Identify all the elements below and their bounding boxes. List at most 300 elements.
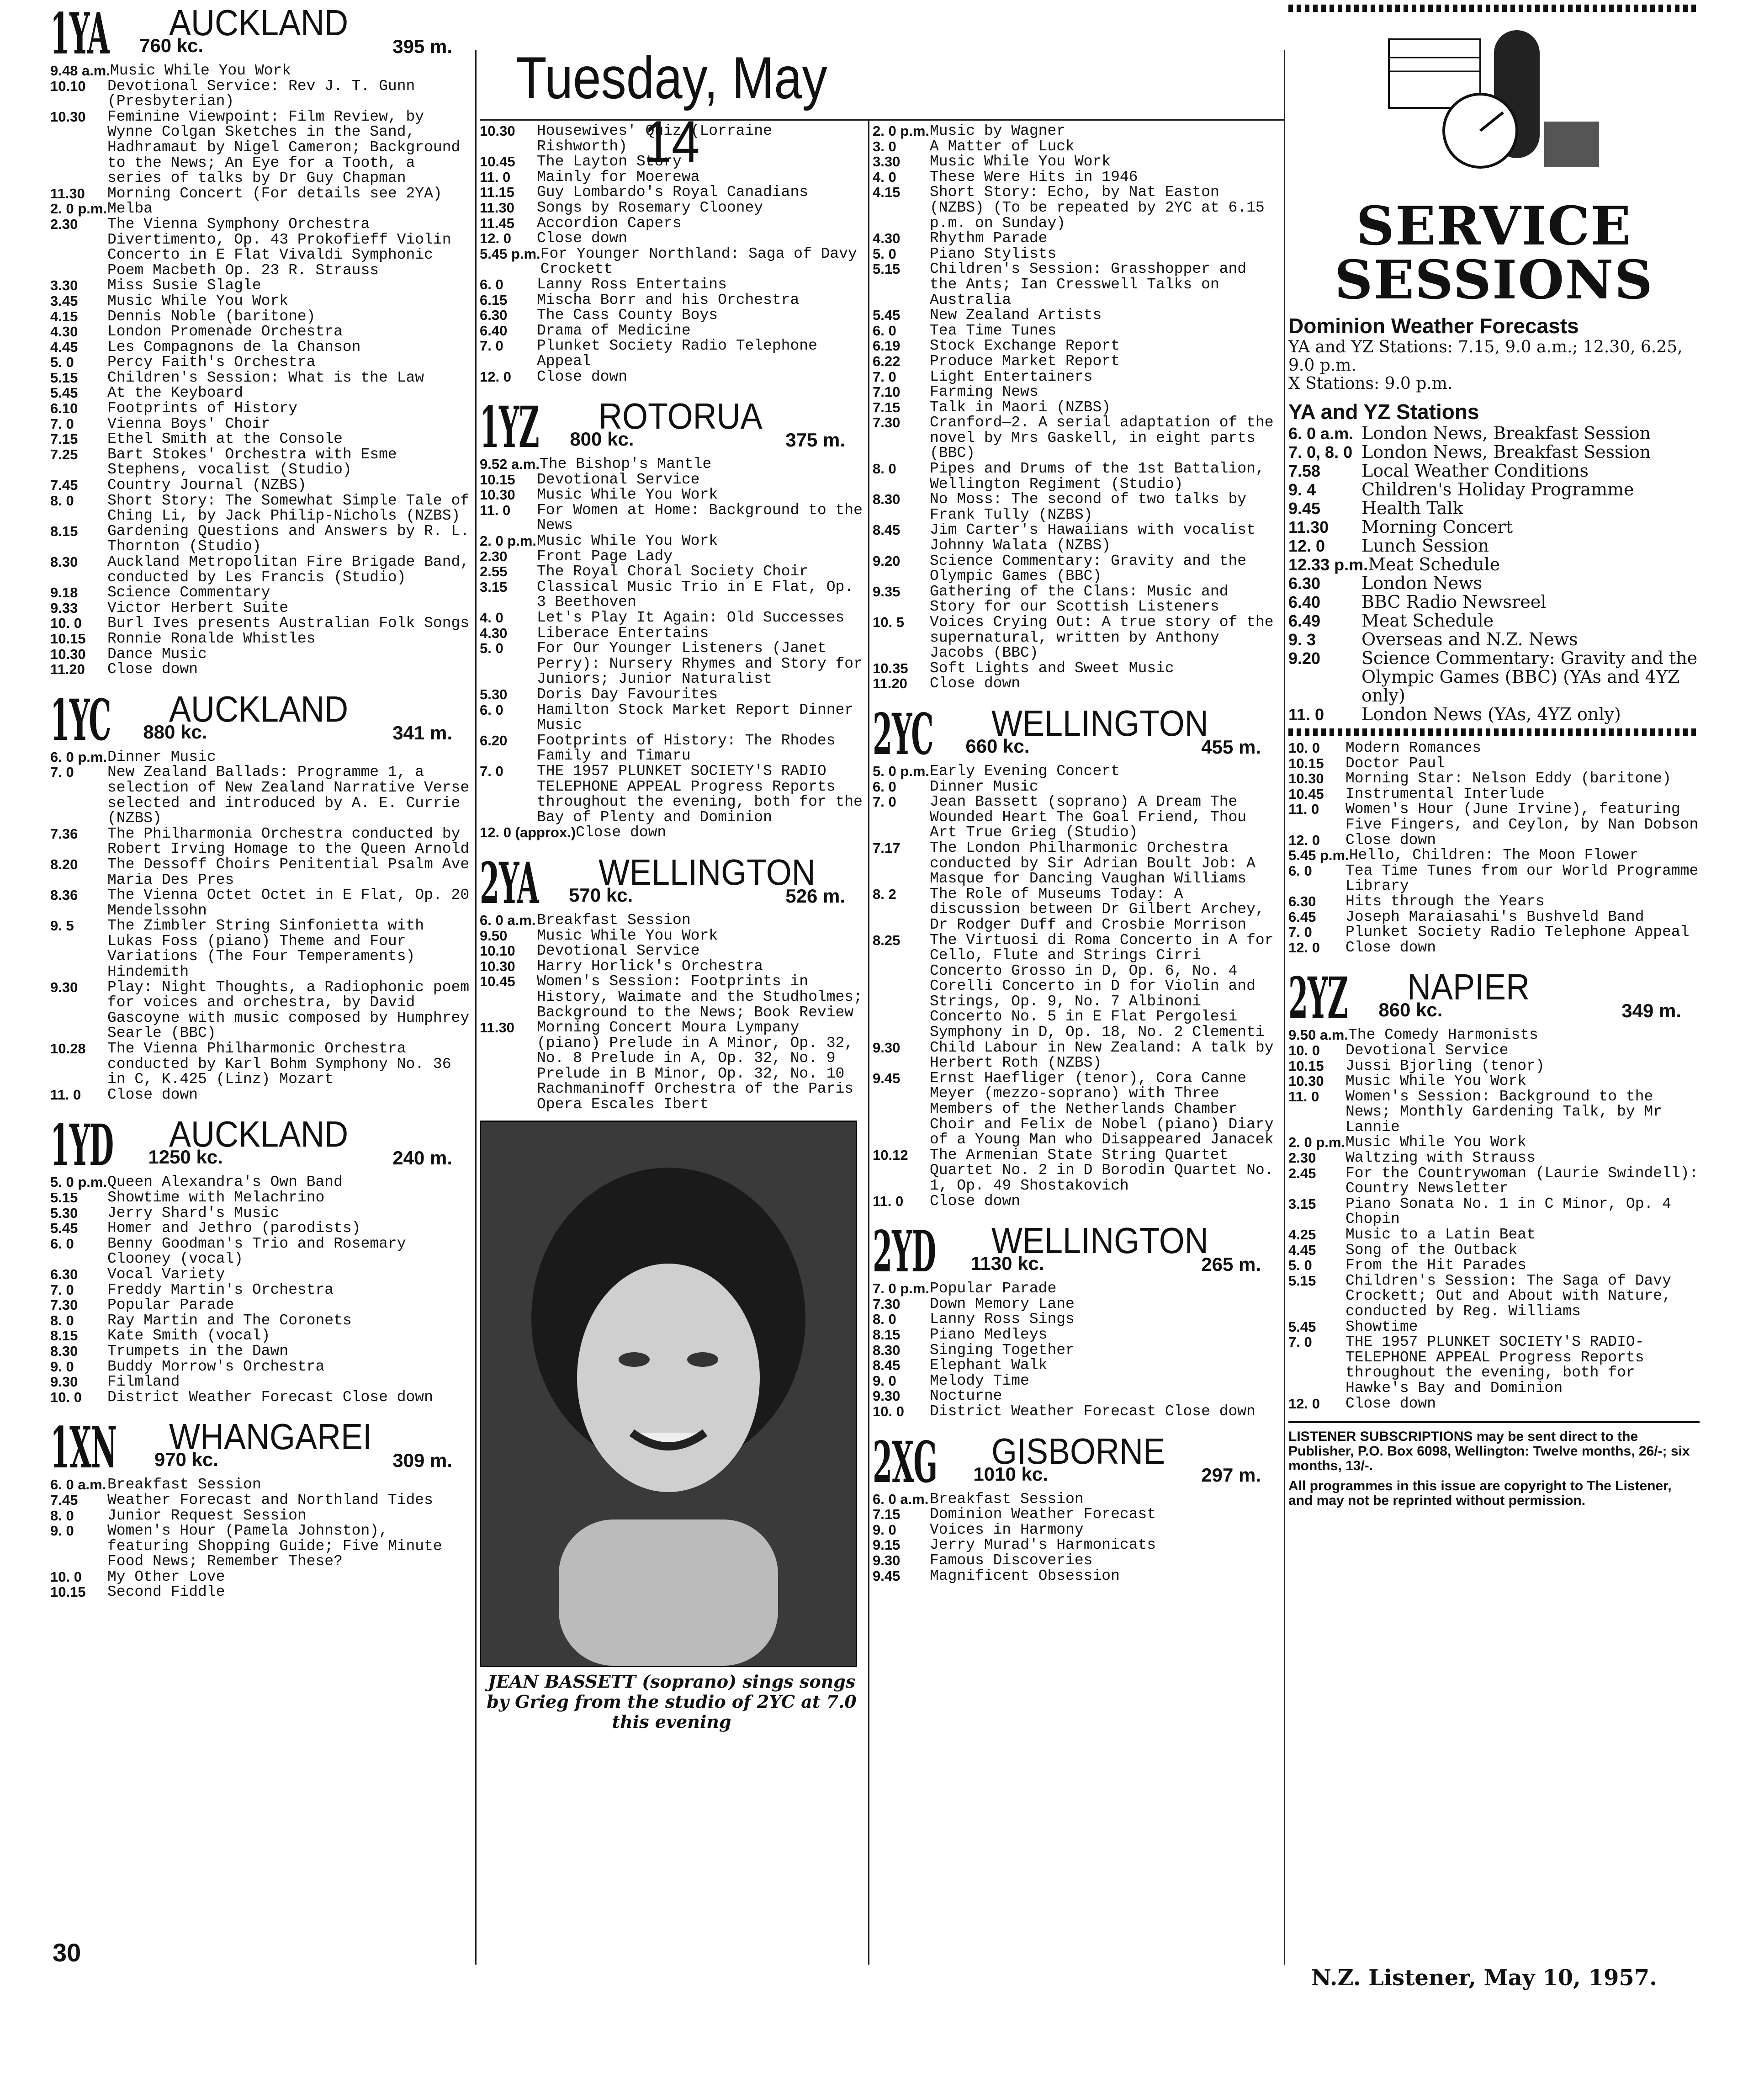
program-title: Close down <box>930 675 1021 692</box>
program-entry <box>50 1584 471 1600</box>
program-time: 6. 0 a.m. <box>873 1491 929 1507</box>
program-title: The Dessoff Choirs Penitential Psalm Ave Maria Des Pres <box>107 855 470 888</box>
program-time: 6.40 <box>480 322 508 339</box>
program-entry <box>873 1071 1279 1148</box>
program-title: Vocal Variety <box>107 1265 225 1283</box>
program-entry <box>1288 1243 1700 1258</box>
program-title: Breakfast Session <box>537 911 691 929</box>
program-entry <box>1288 1058 1700 1074</box>
program-time: 7.30 <box>873 1296 901 1312</box>
program-title: Devotional Service <box>1346 1041 1509 1059</box>
subheading: YA and YZ Stations <box>1288 400 1479 424</box>
program-entry <box>873 794 1279 840</box>
column-1 <box>50 0 471 1600</box>
program-time: 11.20 <box>50 661 85 678</box>
program-entry <box>480 503 863 533</box>
program-time: 10.30 <box>480 958 515 974</box>
program-title: Housewives' Quiz (Lorraine Rishworth) <box>537 122 772 155</box>
program-title: Joseph Maraiasahi's Bushveld Band <box>1346 908 1644 925</box>
program-title: Queen Alexandra's Own Band <box>107 1174 343 1191</box>
program-title: London News, Breakfast Session <box>1361 423 1651 443</box>
program-time: 8.20 <box>50 856 78 872</box>
station-frequency: 1250 kc. <box>148 1146 223 1168</box>
station-frequency: 660 kc. <box>965 735 1030 757</box>
station-frequency: 1130 kc. <box>970 1253 1044 1275</box>
station-call-sign: 1YZ <box>480 394 539 461</box>
program-title: Percy Faith's Orchestra <box>107 354 316 371</box>
station-name: WELLINGTON <box>991 1220 1208 1261</box>
program-time: 3.15 <box>1288 1195 1316 1212</box>
program-entry <box>873 400 1279 415</box>
program-title: Breakfast Session <box>107 1476 261 1493</box>
program-time: 10.30 <box>480 487 515 503</box>
program-time: 12. 0 <box>480 368 511 385</box>
program-entry <box>480 123 863 154</box>
program-title: Voices Crying Out: A true story of the supernatural, written by Anthony Jacobs (BBC) <box>930 614 1274 662</box>
program-entry <box>50 401 471 416</box>
program-title: Cranford—2. A serial adaptation of the novel by Mrs Gaskell, in eight parts (BBC) <box>930 414 1274 462</box>
program-entry <box>873 615 1279 661</box>
program-entry <box>50 1344 471 1359</box>
program-time: 11.45 <box>480 215 514 231</box>
program-time: 9. 0 <box>50 1523 74 1539</box>
program-entry <box>50 416 471 432</box>
program-time: 6. 0 a.m. <box>480 912 536 928</box>
program-title: Dennis Noble (baritone) <box>107 308 316 325</box>
program-title: Piano Sonata No. 1 in C Minor, Op. 4 Chopin <box>1346 1195 1671 1228</box>
program-title: Kate Smith (vocal) <box>107 1327 270 1344</box>
program-entry <box>1288 863 1700 894</box>
program-title: THE 1957 PLUNKET SOCIETY'S RADIO-TELEPHONE APPEAL Progress Reports throughout the evening, both for Hawke's Bay and Dominion <box>1346 1334 1644 1397</box>
program-time: 11.30 <box>1288 518 1329 537</box>
program-time: 5. 0 p.m. <box>873 763 930 779</box>
program-time: 4.15 <box>873 184 901 201</box>
program-entry <box>1288 611 1700 630</box>
program-entry <box>873 261 1279 308</box>
program-title: Ernst Haefliger (tenor), Cora Canne Meyer (mezzo-soprano) with Three Members of the Netherlands Chamber Choir and Felix de Nobel (piano) Diary of a Young Man who Disappeared Janacek <box>930 1069 1274 1148</box>
program-entry <box>50 585 471 600</box>
program-time: 9. 3 <box>1288 630 1316 649</box>
issue-line: N.Z. Listener, May 10, 1957. <box>1311 1965 1657 1991</box>
program-entry <box>480 308 863 323</box>
column-rule <box>1284 50 1285 1965</box>
station-wavelength: 265 m. <box>1201 1254 1261 1275</box>
program-title: Victor Herbert Suite <box>107 599 289 616</box>
program-time: 10.15 <box>1288 755 1324 771</box>
program-time: 9.45 <box>873 1070 901 1086</box>
program-entry <box>50 1523 471 1569</box>
program-entry <box>1288 909 1700 925</box>
program-time: 9.48 a.m. <box>50 63 110 79</box>
program-title: Popular Parade <box>107 1296 234 1314</box>
program-entry <box>1288 593 1700 611</box>
program-entry <box>50 554 471 585</box>
program-entry <box>1288 630 1700 649</box>
program-title: From the Hit Parades <box>1346 1257 1527 1274</box>
program-entry <box>480 610 863 626</box>
station-name: AUCKLAND <box>169 688 349 729</box>
program-title: Hello, Children: The Moon Flower <box>1349 847 1639 864</box>
program-title: For Women at Home: Background to the News <box>537 501 863 534</box>
program-entry <box>50 1359 471 1375</box>
program-time: 7. 0 <box>1288 1334 1312 1350</box>
program-time: 7. 0 p.m. <box>873 1280 930 1297</box>
program-time: 9.33 <box>50 600 78 616</box>
program-time: 6.19 <box>873 338 901 354</box>
program-entry <box>480 185 863 200</box>
program-title: Early Evening Concert <box>930 762 1120 780</box>
program-title: Women's Hour (June Irvine), featuring Five Fingers, and Ceylon, by Nan Dobson <box>1346 801 1699 833</box>
program-title: The Vienna Philharmonic Orchestra conducted by Karl Bohm Symphony No. 36 in C, K.425 (Linz) Mozart <box>107 1040 451 1088</box>
program-entry <box>50 1221 471 1236</box>
column-rule <box>475 50 477 1965</box>
program-entry <box>873 231 1279 246</box>
program-title: Popular Parade <box>930 1280 1057 1297</box>
program-title: Pipes and Drums of the 1st Battalion, Wellington Regiment (Studio) <box>930 460 1265 493</box>
program-entry <box>50 1267 471 1282</box>
program-time: 12.33 p.m. <box>1288 555 1368 574</box>
program-time: 5.45 <box>873 307 901 324</box>
program-title: New Zealand Ballads: Programme 1, a selection of New Zealand Narrative Verse selected and introduced by A. E. Currie (NZBS) <box>107 764 470 827</box>
program-title: Produce Market Report <box>930 352 1120 370</box>
station-frequency: 1010 kc. <box>973 1463 1048 1485</box>
program-title: Music by Wagner <box>930 122 1066 139</box>
station-frequency: 880 kc. <box>143 721 207 743</box>
program-title: Footprints of History <box>107 400 297 417</box>
page-number: 30 <box>53 1938 81 1967</box>
decorative-rule <box>1288 728 1700 736</box>
program-title: Lanny Ross Sings <box>930 1311 1075 1328</box>
station-header <box>480 394 863 461</box>
program-title: Close down <box>930 1192 1021 1210</box>
program-title: Music While You Work <box>930 153 1111 170</box>
station-name: WHANGAREI <box>169 1416 372 1457</box>
program-title: Dance Music <box>107 645 207 663</box>
program-title: Drama of Medicine <box>537 322 691 339</box>
program-entry <box>50 1508 471 1524</box>
station-name: AUCKLAND <box>169 1114 349 1155</box>
program-title: Jerry Shard's Music <box>107 1204 280 1222</box>
program-title: BBC Radio Newsreel <box>1361 592 1547 612</box>
program-entry <box>873 1537 1279 1553</box>
program-title: Mischa Borr and his Orchestra <box>537 291 800 308</box>
program-entry <box>873 123 1279 139</box>
program-time: 7.30 <box>873 414 901 431</box>
program-title: Jussi Bjorling (tenor) <box>1346 1057 1545 1074</box>
program-entry <box>50 857 471 887</box>
station-wavelength: 240 m. <box>392 1147 452 1169</box>
program-time: 5.45 <box>50 385 78 401</box>
program-title: London Promenade Orchestra <box>107 323 343 340</box>
program-time: 7.36 <box>50 825 78 842</box>
program-time: 11.15 <box>480 184 514 201</box>
program-time: 10.35 <box>873 660 908 676</box>
station-header <box>50 1 471 67</box>
program-entry <box>1288 1043 1700 1058</box>
program-time: 8. 0 <box>50 492 74 509</box>
program-title: Songs by Rosemary Clooney <box>537 199 763 216</box>
program-title: The Cass County Boys <box>537 307 718 324</box>
program-entry <box>873 553 1279 584</box>
program-entry <box>480 154 863 170</box>
program-title: Breakfast Session <box>930 1490 1084 1508</box>
program-title: Guy Lombardo's Royal Canadians <box>537 184 809 201</box>
program-time: 7.17 <box>873 839 901 856</box>
program-entry <box>1288 480 1700 499</box>
program-time: 7.15 <box>50 431 78 447</box>
program-entry <box>480 369 863 385</box>
program-entry <box>873 1194 1279 1209</box>
program-title: London News (YAs, 4YZ only) <box>1361 704 1621 724</box>
program-entry <box>50 918 471 979</box>
station-wavelength: 349 m. <box>1621 1000 1681 1022</box>
program-time: 11. 0 <box>50 1086 81 1103</box>
program-time: 8. 0 <box>873 1311 896 1328</box>
program-time: 2.30 <box>1288 1150 1316 1166</box>
program-entry <box>1288 1319 1700 1335</box>
decorative-rule <box>1288 5 1700 12</box>
program-title: Famous Discoveries <box>930 1551 1093 1569</box>
program-title: Ronnie Ronalde Whistles <box>107 630 316 647</box>
program-title: Footprints of History: The Rhodes Family and Timaru <box>537 732 836 765</box>
program-time: 7. 0 <box>480 763 503 779</box>
station-call-sign: 2YD <box>873 1219 936 1286</box>
program-entry <box>873 1358 1279 1373</box>
program-time: 6.30 <box>1288 893 1316 909</box>
program-title: Science Commentary: Gravity and the Olympic Games (BBC) <box>930 552 1247 585</box>
program-title: Benny Goodman's Trio and Rosemary Clooney (vocal) <box>107 1235 406 1268</box>
program-entry <box>1288 802 1700 832</box>
program-time: 2.55 <box>480 563 508 580</box>
service-title: SERVICE <box>1356 195 1632 257</box>
program-entry <box>873 354 1279 369</box>
program-time: 5.15 <box>50 1190 78 1206</box>
program-title: Meat Schedule <box>1368 554 1500 574</box>
program-title: The Layton Story <box>537 153 682 170</box>
program-title: Health Talk <box>1361 498 1463 518</box>
program-time: 6.49 <box>1288 611 1321 630</box>
program-time: 10. 0 <box>50 615 82 632</box>
program-entry <box>873 246 1279 262</box>
station-name: AUCKLAND <box>169 2 349 43</box>
program-title: Music While You Work <box>1346 1134 1527 1151</box>
program-entry <box>480 292 863 308</box>
program-time: 5.30 <box>480 686 508 702</box>
program-time: 4.45 <box>50 339 78 355</box>
program-entry <box>1288 555 1700 574</box>
program-title: Women's Session: Background to the News; Monthly Gardening Talk, by Mr Lannie <box>1346 1088 1663 1136</box>
program-time: 11. 0 <box>873 1193 904 1209</box>
program-time: 8.30 <box>50 554 78 570</box>
program-title: Devotional Service <box>537 471 700 488</box>
program-title: The Comedy Harmonists <box>1348 1026 1538 1044</box>
program-entry <box>480 928 863 944</box>
station-header <box>50 1112 471 1179</box>
program-title: The London Philharmonic Orchestra conducted by Sir Adrian Boult Job: A Masque for Dancing Vaughan Williams <box>930 839 1255 887</box>
program-time: 9.52 a.m. <box>480 456 540 473</box>
program-title: Close down <box>107 661 198 678</box>
program-time: 9.30 <box>873 1552 901 1568</box>
program-time: 11.30 <box>480 1020 514 1036</box>
program-entry <box>480 170 863 185</box>
program-entry <box>873 1568 1279 1584</box>
program-title: Ray Martin and The Coronets <box>107 1312 352 1329</box>
program-title: Piano Medleys <box>930 1326 1048 1343</box>
program-entry <box>480 702 863 733</box>
program-title: Women's Hour (Pamela Johnston), featuring Shopping Guide; Five Minute Food News; Remember These? <box>107 1522 442 1570</box>
program-entry <box>50 1174 471 1190</box>
station-header <box>873 1219 1279 1286</box>
program-time: 2.45 <box>1288 1165 1316 1181</box>
program-title: The Armenian State String Quartet Quartet No. 2 in D Borodin Quartet No. 1, Op. 49 Shostakovich <box>930 1146 1274 1194</box>
program-time: 6.10 <box>50 400 78 417</box>
program-time: 3. 0 <box>873 138 896 154</box>
program-title: Burl Ives presents Australian Folk Songs <box>107 615 470 632</box>
program-entry <box>50 600 471 616</box>
program-time: 4. 0 <box>480 610 503 626</box>
program-time: 9.15 <box>873 1537 901 1553</box>
program-time: 9.35 <box>873 583 901 600</box>
program-title: Liberace Entertains <box>537 624 709 642</box>
program-entry <box>873 1507 1279 1522</box>
program-title: The Virtuosi di Roma Concerto in A for Cello, Flute and Strings Cirri Concerto Grosso in D, Op. 6, No. 4 Corelli Concerto in D for Violin and Strings, Op. 9, No. 7 Albinoni Concerto No. 5 in E Flat Pergolesi Symphony in D, Op. 18, No. 2 Clementi <box>930 931 1274 1041</box>
program-entry <box>873 369 1279 385</box>
program-title: Hits through the Years <box>1346 893 1545 910</box>
program-title: Let's Play It Again: Old Successes <box>537 609 845 627</box>
program-time: 6. 0 p.m. <box>50 749 107 765</box>
program-title: Dominion Weather Forecast <box>930 1506 1156 1523</box>
program-entry <box>50 278 471 293</box>
program-title: Soft Lights and Sweet Music <box>930 659 1174 677</box>
program-time: 8. 0 <box>50 1507 74 1524</box>
program-time: 3.15 <box>480 579 508 595</box>
program-entry <box>480 825 863 840</box>
program-time: 12. 0 <box>1288 939 1320 956</box>
program-title: For Our Younger Listeners (Janet Perry): Nursery Rhymes and Story for Juniors; Junior Naturalist <box>537 640 863 688</box>
program-time: 6. 0 <box>873 778 896 795</box>
program-entry <box>50 765 471 826</box>
page-date-heading: Tuesday, May 14 <box>516 44 827 175</box>
program-time: 12. 0 <box>1288 1395 1320 1412</box>
program-time: 10.10 <box>50 78 86 94</box>
program-entry <box>873 415 1279 461</box>
program-title: Vienna Boys' Choir <box>107 415 270 432</box>
program-time: 8.30 <box>873 1342 901 1358</box>
program-time: 10. 0 <box>1288 1042 1320 1058</box>
program-title: Close down <box>537 368 628 385</box>
program-entry <box>50 370 471 386</box>
program-time: 2. 0 p.m. <box>1288 1134 1346 1151</box>
program-time: 5.45 p.m. <box>1288 847 1349 864</box>
program-time: 6. 0 <box>1288 862 1312 879</box>
program-entry <box>1288 1334 1700 1396</box>
station-wavelength: 395 m. <box>392 36 452 57</box>
program-title: Close down <box>107 1086 198 1103</box>
program-title: Child Labour in New Zealand: A talk by Herbert Roth (NZBS) <box>930 1039 1274 1072</box>
program-title: London News <box>1361 573 1483 593</box>
program-time: 9.30 <box>873 1039 901 1056</box>
program-entry <box>873 308 1279 323</box>
program-time: 8.45 <box>873 1357 901 1374</box>
program-title: Close down <box>1346 831 1436 849</box>
program-time: 9.50 a.m. <box>1288 1027 1348 1043</box>
station-header <box>50 1415 471 1482</box>
program-entry <box>480 277 863 292</box>
program-time: 7.25 <box>50 446 78 462</box>
station-wavelength: 309 m. <box>392 1450 452 1472</box>
program-title: Elephant Walk <box>930 1357 1048 1374</box>
program-title: Mainly for Moerewa <box>537 168 700 186</box>
program-entry <box>480 323 863 339</box>
program-time: 4.30 <box>480 625 508 641</box>
program-title: Les Compagnons de la Chanson <box>107 338 361 356</box>
program-time: 8.15 <box>873 1326 901 1343</box>
program-title: Feminine Viewpoint: Film Review, by Wynne Colgan Sketches in the Sand, Hadhramaut by Nigel Cameron; Background to the News; An Eye for a Tooth, a series of talks by Dr Guy Chapman <box>107 108 461 187</box>
program-title: Children's Session: What is the Law <box>107 369 424 386</box>
program-title: Talk in Maori (NZBS) <box>930 398 1111 416</box>
program-time: 5. 0 p.m. <box>50 1174 107 1190</box>
program-entry <box>1288 771 1700 786</box>
program-time: 7. 0 <box>50 415 74 432</box>
program-title: New Zealand Artists <box>930 307 1102 324</box>
station-frequency: 970 kc. <box>154 1449 218 1471</box>
program-time: 5.15 <box>873 261 901 277</box>
program-entry <box>50 1087 471 1103</box>
program-title: Buddy Morrow's Orchestra <box>107 1358 325 1375</box>
program-time: 5.45 <box>50 1220 78 1237</box>
program-title: Stock Exchange Report <box>930 337 1120 355</box>
program-title: Morning Concert <box>1361 517 1513 537</box>
program-title: For Younger Northland: Saga of Davy Crockett <box>540 245 857 278</box>
program-time: 7. 0 <box>50 1281 74 1298</box>
program-entry <box>1288 940 1700 956</box>
program-time: 5. 0 <box>873 245 896 262</box>
program-title: Music While You Work <box>537 532 718 550</box>
photo-caption: JEAN BASSETT (soprano) sings songs by Grieg from the studio of 2YC at 7.0 this evening <box>487 1671 857 1732</box>
column-2 <box>480 123 863 1732</box>
program-title: Short Story: The Somewhat Simple Tale of Ching Li, by Jack Philip-Nichols (NZBS) <box>107 492 470 525</box>
program-title: Music While You Work <box>537 486 718 504</box>
program-entry <box>50 79 471 109</box>
program-title: Harry Horlick's Orchestra <box>537 957 763 975</box>
program-entry <box>50 447 471 478</box>
program-entry <box>1288 740 1700 756</box>
program-title: Dinner Music <box>107 748 216 765</box>
program-time: 8.36 <box>50 887 78 903</box>
program-time: 7.10 <box>873 384 901 400</box>
program-entry <box>1288 756 1700 771</box>
program-time: 6.22 <box>873 353 901 369</box>
program-entry <box>50 1041 471 1087</box>
program-time: 12. 0 <box>480 230 511 247</box>
program-title: For the Countrywoman (Laurie Swindell): Country Newsletter <box>1346 1164 1699 1197</box>
station-call-sign: 1YC <box>50 687 111 754</box>
program-time: 9.30 <box>873 1388 901 1404</box>
program-entry <box>873 1404 1279 1419</box>
program-title: The Bishop's Mantle <box>539 456 712 473</box>
station-name: ROTORUA <box>599 396 763 437</box>
program-title: The Vienna Octet Octet in E Flat, Op. 20 Mendelssohn <box>107 887 470 919</box>
program-entry <box>50 647 471 662</box>
station-call-sign: 2YA <box>480 850 539 917</box>
program-entry <box>480 216 863 231</box>
program-time: 5. 0 <box>50 354 74 371</box>
program-entry <box>50 109 471 186</box>
program-entry <box>873 676 1279 691</box>
program-title: Local Weather Conditions <box>1361 461 1589 481</box>
station-call-sign: 1XN <box>50 1415 117 1482</box>
program-time: 7.45 <box>50 1492 78 1508</box>
